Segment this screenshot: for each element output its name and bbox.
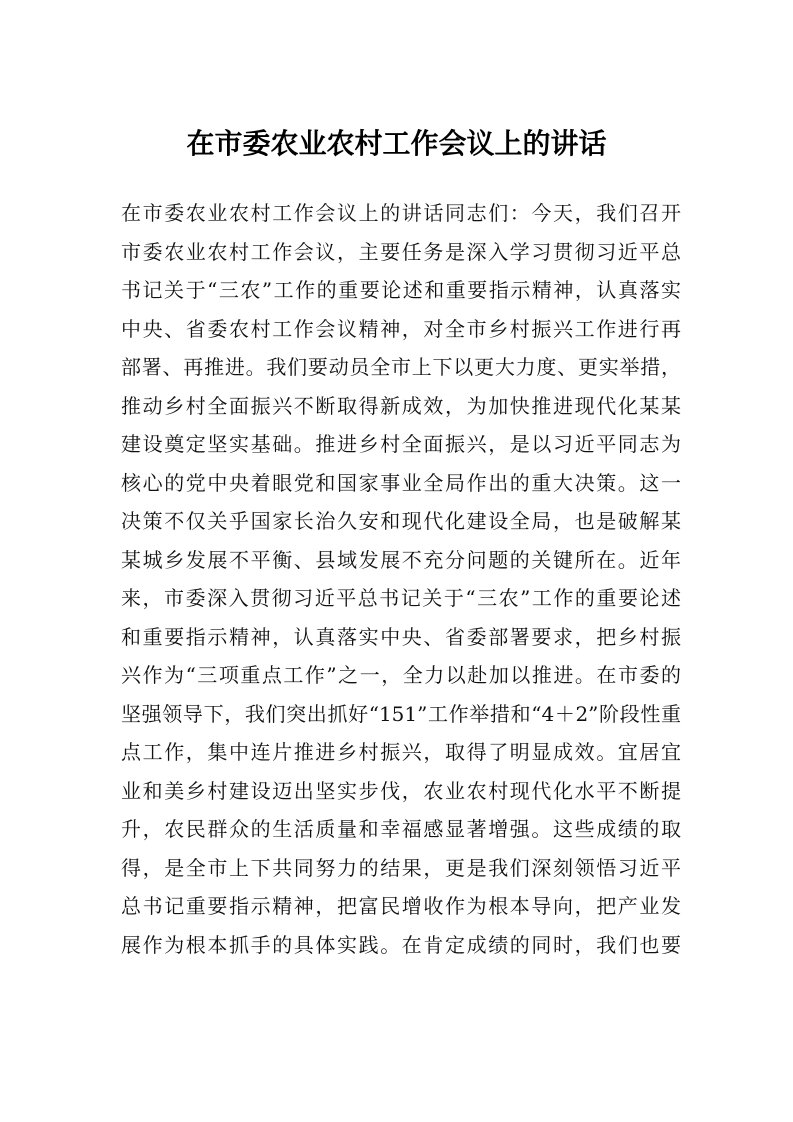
body-line: 某城乡发展不平衡、县域发展不充分问题的关键所在。近年 — [121, 547, 681, 572]
body-line: 得，是全市上下共同努力的结果，更是我们深刻领悟习近平 — [121, 855, 681, 880]
body-line: 升，农民群众的生活质量和幸福感显著增强。这些成绩的取 — [121, 817, 681, 841]
body-line: 中央、省委农村工作会议精神，对全市乡村振兴工作进行再 — [121, 316, 681, 341]
body-line: 市委农业农村工作会议，主要任务是深入学习贯彻习近平总 — [121, 239, 681, 264]
body-line: 建设奠定坚实基础。推进乡村全面振兴，是以习近平同志为 — [121, 432, 681, 456]
document-body — [121, 194, 681, 964]
body-line: 兴作为“三项重点工作”之一，全力以赴加以推进。在市委的 — [121, 663, 681, 687]
body-line: 决策不仅关乎国家长治久安和现代化建设全局，也是破解某 — [121, 509, 681, 533]
body-line: 推动乡村全面振兴不断取得新成效，为加快推进现代化某某 — [121, 393, 681, 418]
body-line: 和重要指示精神，认真落实中央、省委部署要求，把乡村振 — [121, 624, 681, 649]
body-line: 核心的党中央着眼党和国家事业全局作出的重大决策。这一 — [121, 470, 681, 495]
body-line: 坚强领导下，我们突出抓好“151”工作举措和“4＋2”阶段性重 — [121, 701, 681, 726]
body-line: 点工作，集中连片推进乡村振兴，取得了明显成效。宜居宜 — [121, 740, 681, 764]
body-line: 来，市委深入贯彻习近平总书记关于“三农”工作的重要论述 — [121, 586, 681, 610]
body-line: 总书记重要指示精神，把富民增收作为根本导向，把产业发 — [121, 894, 681, 918]
document-title: 在市委农业农村工作会议上的讲话 — [186, 127, 607, 160]
body-line: 展作为根本抓手的具体实践。在肯定成绩的同时，我们也要 — [121, 932, 681, 957]
body-line: 业和美乡村建设迈出坚实步伐，农业农村现代化水平不断提 — [121, 778, 681, 803]
body-line: 在市委农业农村工作会议上的讲话同志们：今天，我们召开 — [121, 201, 681, 225]
body-line: 书记关于“三农”工作的重要论述和重要指示精神，认真落实 — [121, 278, 681, 302]
body-line: 部署、再推进。我们要动员全市上下以更大力度、更实举措， — [121, 355, 681, 379]
